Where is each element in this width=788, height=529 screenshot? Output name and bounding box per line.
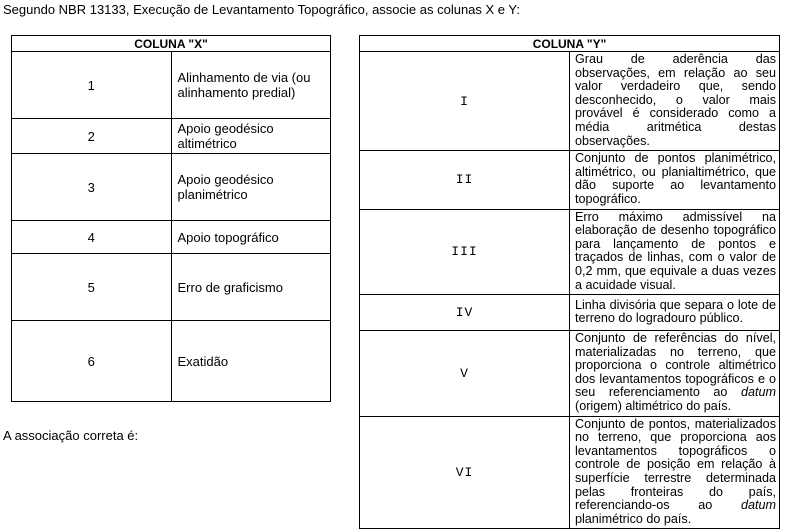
definition-text-before: Conjunto de pontos, materializados no terreno, que proporciona aos levantamentos topográficos o controle de posição em relação à superfície terrestre determinada pelas fronteiras do país, referenciando-os ao [575, 416, 776, 513]
roman-numeral: II [360, 151, 570, 209]
row-term: Exatidão [171, 321, 331, 402]
roman-numeral: IV [360, 295, 570, 331]
table-row [360, 416, 780, 529]
row-term: Erro de graficismo [171, 254, 331, 321]
row-number: 1 [12, 52, 172, 119]
definition-text-before: Conjunto de referências do nível, materializadas no terreno, que proporciona o controle altimétrico dos levantamentos topográficos e o seu referenciamento ao [575, 331, 776, 400]
table-row [360, 209, 780, 295]
roman-numeral: III [360, 209, 570, 295]
question-prompt: A associação correta é: [3, 428, 139, 443]
definition-text-after: (origem) altimétrico do país. [575, 399, 732, 414]
coluna-x-header: COLUNA "X" [12, 36, 331, 52]
row-number: 3 [12, 154, 172, 221]
row-definition [570, 416, 780, 529]
row-definition [570, 331, 780, 417]
row-term: Alinhamento de via (ou alinhamento predial) [171, 52, 331, 119]
table-row [360, 52, 780, 151]
definition-emphasis: datum [740, 498, 776, 513]
row-number: 5 [12, 254, 172, 321]
row-term: Apoio topográfico [171, 221, 331, 254]
coluna-x-table [11, 35, 331, 402]
row-definition: Erro máximo admissível na elaboração de desenho topográfico para lançamento de pontos e traçados de linhas, com o valor de 0,2 mm, que equivale a duas vezes a acuidade visual. [570, 209, 780, 295]
row-definition: Conjunto de pontos planimétrico, altimétrico, ou planialtimétrico, que dão suporte ao levantamento topográfico. [570, 151, 780, 209]
definition-text-after: planimétrico do país. [575, 511, 692, 526]
table-header-row [360, 36, 780, 52]
roman-numeral: I [360, 52, 570, 151]
roman-numeral: VI [360, 416, 570, 529]
table-row [12, 321, 331, 402]
table-row [12, 254, 331, 321]
table-row [360, 151, 780, 209]
definition-emphasis: datum [740, 385, 776, 400]
table-row [360, 295, 780, 331]
table-row [12, 221, 331, 254]
row-number: 2 [12, 119, 172, 154]
table-row [12, 154, 331, 221]
row-term: Apoio geodésico altimétrico [171, 119, 331, 154]
question-intro: Segundo NBR 13133, Execução de Levantamento Topográfico, associe as colunas X e Y: [3, 2, 520, 17]
table-header-row [12, 36, 331, 52]
coluna-y-header: COLUNA "Y" [360, 36, 780, 52]
row-term: Apoio geodésico planimétrico [171, 154, 331, 221]
row-definition: Linha divisória que separa o lote de terreno do logradouro público. [570, 295, 780, 331]
table-row [12, 52, 331, 119]
roman-numeral: V [360, 331, 570, 417]
coluna-y-table [359, 35, 780, 529]
table-row [12, 119, 331, 154]
table-row [360, 331, 780, 417]
row-number: 4 [12, 221, 172, 254]
row-number: 6 [12, 321, 172, 402]
row-definition: Grau de aderência das observações, em relação ao seu valor verdadeiro que, sendo desconhecido, o valor mais provável é considerado como a média aritmética destas observações. [570, 52, 780, 151]
